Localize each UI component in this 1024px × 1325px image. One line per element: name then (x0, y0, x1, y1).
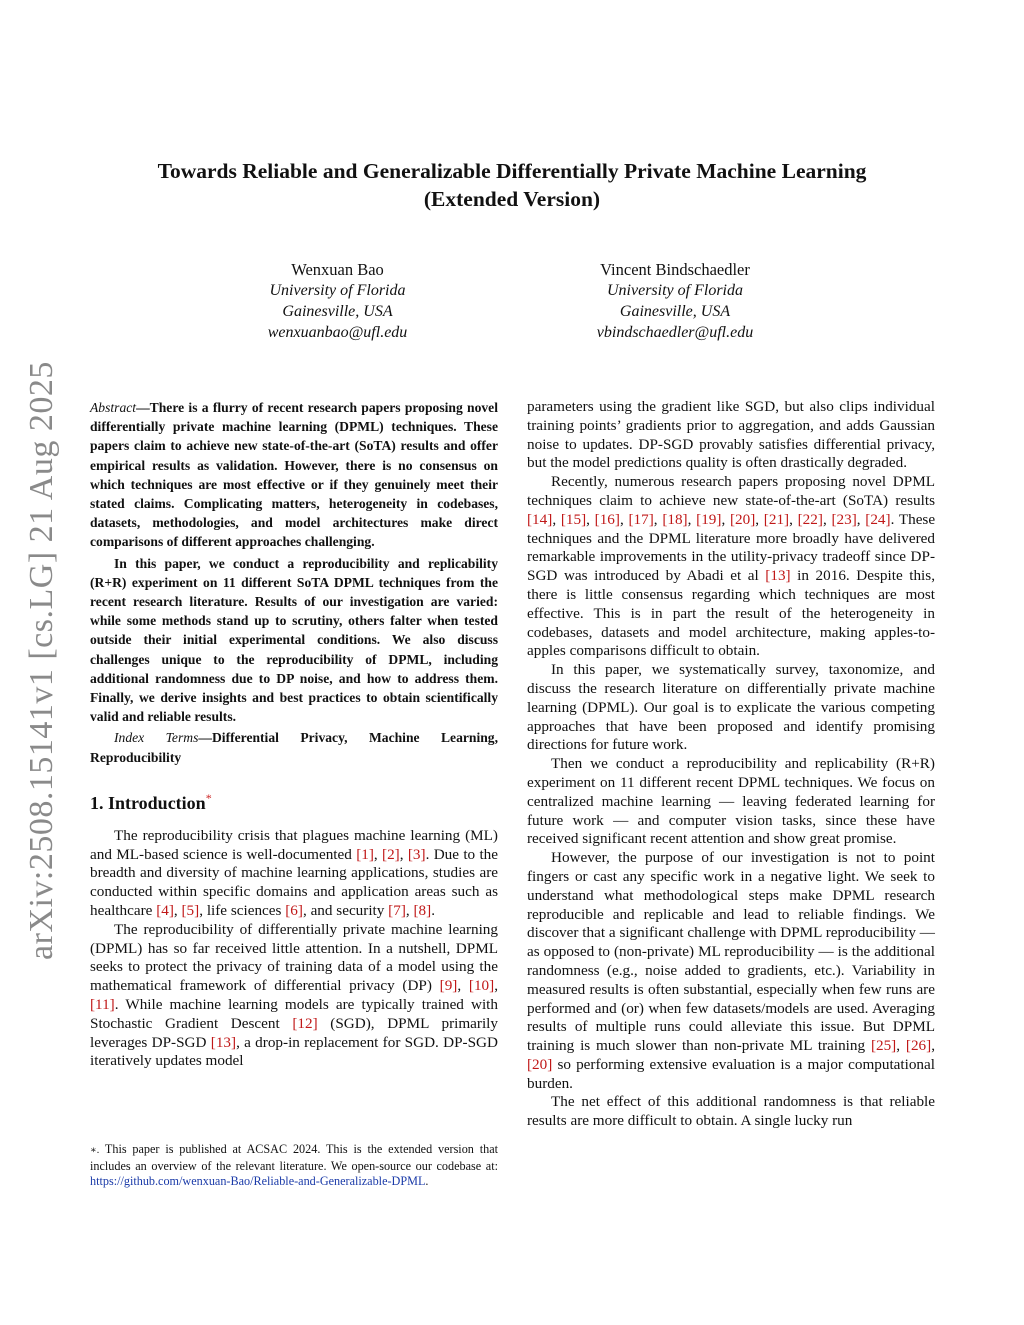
citation[interactable]: [20] (729, 510, 756, 528)
citation[interactable]: [16] (594, 510, 620, 528)
footnote: ∗. This paper is published at ACSAC 2024. This is the extended version that includes an overview of the relevant literature. We open-source our codebase at: https://github.com/wenxuan-Bao/Reliable-and-Generalizable-DPML. (90, 1142, 498, 1188)
citation[interactable]: [13] (765, 567, 791, 585)
author-affiliation: University of Florida (607, 282, 743, 299)
intro-paragraph: In this paper, we systematically survey, taxonomize, and discuss the research literature on differentially private machine learning (DPML). Our goal is to explicate the various competing approaches that have been proposed and identify promising directions for future work. (527, 661, 935, 754)
index-terms: Index Terms—Differential Privacy, Machine Learning, Reproducibility (90, 730, 498, 765)
citation[interactable]: [2] (382, 845, 400, 863)
author-block-2 (560, 259, 790, 343)
citation[interactable]: [4] (156, 902, 174, 920)
intro-paragraph: Recently, numerous research papers proposing novel DPML techniques claim to achieve new state-of-the-art (SoTA) results [14], [15], [16], [17], [18], [19], [20], [21], [22], [23], [24]. These techniques and the DPML literature more broadly have delivered remarkable improvements in the utility-privacy tradeoff since DP-SGD was introduced by Abadi et al [13] in 2016. Despite this, there is little consensus regarding which techniques are most effective. This is in part the result of the heterogeneity in codebases, datasets and model architecture, making apples-to-apples comparisons difficult to obtain. (527, 473, 936, 660)
footnote-mark: ∗. (90, 1145, 100, 1156)
left-column (90, 398, 498, 1071)
abstract-para-2: In this paper, we conduct a reproducibility and replicability (R+R) experiment on 11 different SoTA DPML techniques from the recent research literature. Results of our investigation are varied: while some methods stand up to scrutiny, others falter when tested outside their initial experimental conditions. We also discuss challenges unique to the reproducibility of DPML, including additional randomness due to DP noise, and how to address them. Finally, we derive insights and best practices to obtain scientifically valid and reliable results. (90, 555, 498, 725)
author-email[interactable]: wenxuanbao@ufl.edu (267, 324, 408, 341)
index-terms-label: Index Terms (114, 730, 199, 746)
citation[interactable]: [23] (831, 510, 857, 528)
citation[interactable]: [10] (468, 977, 495, 995)
intro-paragraph: However, the purpose of our investigation is not to point fingers or cast any specific work in a negative light. We seek to understand what methodological steps make DPML research reproducible and replicable and lead to reliable findings. We discover that a significant challenge with DPML reproducibility — as opposed to (non-private) ML reproducibility — is the additional randomness (e.g., noise added to gradients, etc.). Variability in measured results is often substantial, especially when few runs are performed and (or) when few datasets/models are used. Averaging results of multiple runs could alleviate this issue. But DPML training is much slower than non-private ML training [25], [26], [20] so performing extensive evaluation is a major computational burden. (527, 849, 935, 1092)
abstract (90, 398, 498, 726)
author-block-1 (225, 259, 450, 343)
footnote-marker[interactable]: * (205, 790, 212, 805)
citation[interactable]: [7] (388, 902, 406, 920)
abstract-label: Abstract (90, 400, 137, 415)
title-line-2: (Extended Version) (423, 187, 601, 211)
citation[interactable]: [3] (407, 845, 426, 863)
citation[interactable]: [22] (797, 510, 823, 528)
intro-paragraph: Then we conduct a reproducibility and replicability (R+R) experiment on 11 different recent DPML techniques. We focus on centralized machine learning — leaving federated learning for future work — and computer vision tasks, since these have received significant recent attention and show great promise. (527, 755, 935, 848)
arxiv-side-stamp: arXiv:2508.15141v1 [cs.LG] 21 Aug 2025 (23, 361, 60, 960)
citation[interactable]: [5] (181, 902, 200, 920)
section-heading-introduction: 1. Introduction* (90, 790, 212, 813)
author-name: Wenxuan Bao (291, 260, 384, 279)
citation[interactable]: [17] (628, 510, 654, 528)
citation[interactable]: [15] (560, 510, 587, 528)
paper-title (90, 157, 934, 213)
citation[interactable]: [9] (439, 977, 458, 995)
author-affiliation: University of Florida (269, 282, 406, 299)
author-location: Gainesville, USA (619, 303, 731, 320)
citation[interactable]: [25] (870, 1037, 897, 1055)
author-email[interactable]: vbindschaedler@ufl.edu (596, 324, 754, 341)
author-name: Vincent Bindschaedler (600, 260, 750, 279)
citation[interactable]: [12] (292, 1014, 318, 1032)
citation[interactable]: [8] (413, 902, 432, 920)
codebase-link[interactable]: https://github.com/wenxuan-Bao/Reliable-and-Generalizable-DPML (90, 1173, 426, 1188)
citation[interactable]: [24] (865, 510, 891, 528)
intro-paragraph: The reproducibility crisis that plagues machine learning (ML) and ML-based science is well-documented [1], [2], [3]. Due to the breadth and diversity of machine learning applications, studies are conducted within specific domains and application areas such as healthcare [4], [5], life sciences [6], and security [7], [8]. (90, 826, 499, 920)
citation[interactable]: [19] (696, 510, 722, 528)
intro-paragraph: parameters using the gradient like SGD, but also clips individual training points’ gradients prior to aggregation, and adds Gaussian noise to updates. DP-SGD provably satisfies differential privacy, but the model predictions quality is often drastically degraded. (527, 398, 935, 472)
citation[interactable]: [26] (905, 1037, 932, 1055)
abstract-para-1: Abstract—There is a flurry of recent research papers proposing novel differentially private machine learning (DPML) techniques. These papers claim to achieve new state-of-the-art (SoTA) results and offer empirical results as validation. However, there is no consensus on which techniques are most effective or if they genuinely meet their stated claims. Complicating matters, heterogeneity in codebases, datasets, methodologies, and model architectures make direct comparisons of different approaches challenging. (90, 400, 498, 550)
citation[interactable]: [11] (90, 996, 115, 1014)
title-line-1: Towards Reliable and Generalizable Differentially Private Machine Learning (157, 159, 867, 183)
right-column (527, 398, 935, 1131)
citation[interactable]: [18] (662, 510, 688, 528)
citation[interactable]: [21] (763, 510, 790, 528)
citation[interactable]: [14] (527, 510, 553, 528)
citation[interactable]: [20] (527, 1055, 553, 1073)
intro-paragraph: The net effect of this additional randomness is that reliable results are more difficult to obtain. A single lucky run (527, 1093, 935, 1130)
citation[interactable]: [13] (210, 1033, 237, 1051)
author-location: Gainesville, USA (282, 303, 393, 320)
intro-paragraph: The reproducibility of differentially private machine learning (DPML) has so far received little attention. In a nutshell, DPML seeks to protect the privacy of training data of a model using the mathematical framework of differential privacy (DP) [9], [10], [11]. While machine learning models are typically trained with Stochastic Gradient Descent [12] (SGD), DPML primarily leverages DP-SGD [13], a drop-in replacement for SGD. DP-SGD iteratively updates model (90, 920, 498, 1070)
citation[interactable]: [6] (285, 902, 303, 920)
citation[interactable]: [1] (356, 845, 374, 863)
